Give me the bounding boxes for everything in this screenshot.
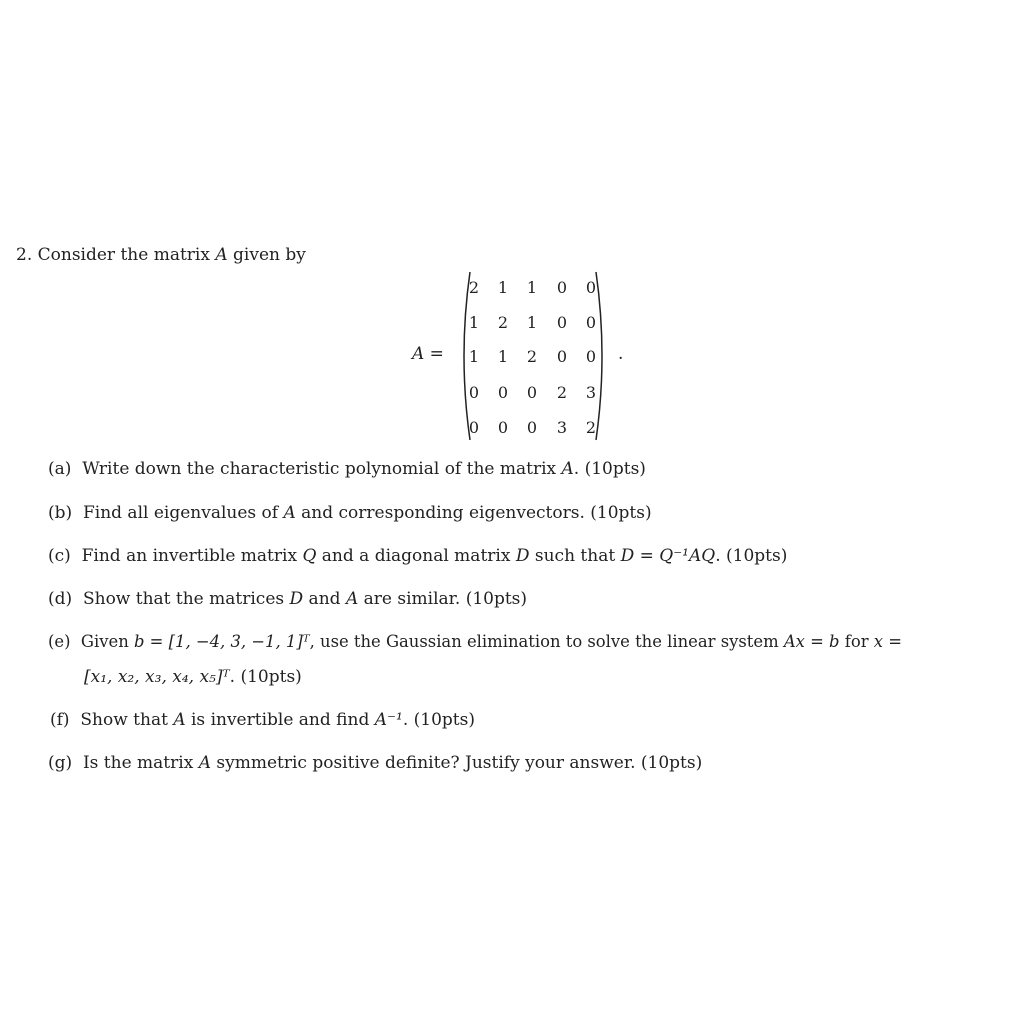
part-text: such that [529, 546, 621, 566]
matrix-cell: 0 [526, 383, 538, 402]
part-label: (c) [48, 546, 71, 566]
matrix-cell: 3 [556, 418, 568, 437]
part-text: Show that [80, 710, 174, 730]
math-var: D [515, 546, 530, 566]
matrix-cell: 2 [556, 383, 568, 402]
matrix-cell: 0 [585, 313, 597, 332]
part-text: Find an invertible matrix [81, 546, 303, 566]
part-text: Is the matrix [82, 753, 199, 773]
part-text: . (10pts) [715, 546, 788, 566]
matrix-cell: 2 [497, 313, 509, 332]
matrix-A [458, 268, 608, 444]
matrix-cell: 1 [497, 347, 509, 366]
matrix-cell: 1 [526, 313, 538, 332]
part-label: (e) [48, 632, 71, 651]
part-c [48, 546, 787, 566]
matrix-cell: 1 [468, 347, 480, 366]
part-text: symmetric positive definite? Justify your answer. (10pts) [210, 753, 703, 773]
math-equation: [x₁, x₂, x₃, x₄, x₅]ᵀ [84, 667, 230, 687]
part-text: for [839, 632, 874, 651]
problem-number: 2. [16, 245, 33, 265]
part-text: . (10pts) [402, 710, 475, 730]
part-b [48, 503, 652, 523]
math-equation: x = [873, 632, 902, 651]
matrix-end-punct: . [618, 344, 624, 364]
part-label: (a) [48, 459, 72, 479]
matrix-cell: 0 [556, 278, 568, 297]
math-var: A [173, 710, 186, 730]
math-var: A [198, 753, 211, 773]
part-text: Show that the matrices [82, 589, 290, 609]
matrix-cell: 2 [526, 347, 538, 366]
part-a [48, 459, 646, 479]
part-text: Find all eigenvalues of [82, 503, 284, 523]
part-text: . (10pts) [573, 459, 646, 479]
matrix-cell: 0 [497, 418, 509, 437]
part-label: (d) [48, 589, 73, 609]
matrix-cell: 0 [585, 347, 597, 366]
matrix-cell: 0 [556, 313, 568, 332]
part-g [48, 753, 702, 773]
math-var: A [345, 589, 359, 609]
math-var: Q [302, 546, 317, 566]
problem-intro-text: Consider the matrix [37, 245, 216, 265]
matrix-cell: 1 [497, 278, 509, 297]
part-text: are similar. (10pts) [358, 589, 528, 609]
matrix-cell: 0 [526, 418, 538, 437]
part-label: (g) [48, 753, 73, 773]
matrix-cell: 0 [585, 278, 597, 297]
matrix-cell: 0 [468, 383, 480, 402]
part-label: (b) [48, 503, 73, 523]
math-var: A [283, 503, 296, 523]
matrix-cell: 1 [526, 278, 538, 297]
part-text: and [303, 589, 346, 609]
math-var: D [289, 589, 304, 609]
matrix-cell: 0 [497, 383, 509, 402]
matrix-variable: A [215, 245, 228, 265]
math-equation: A⁻¹ [374, 710, 403, 730]
math-equation: b = [1, −4, 3, −1, 1]ᵀ [133, 632, 310, 651]
part-e [48, 632, 902, 651]
math-equation: Ax = b [783, 632, 840, 651]
matrix-cell: 0 [556, 347, 568, 366]
problem-intro [16, 245, 306, 265]
part-text: . (10pts) [229, 667, 302, 687]
matrix-cell: 1 [468, 313, 480, 332]
part-text: Given [80, 632, 134, 651]
part-text: is invertible and find [185, 710, 375, 730]
part-d [48, 589, 527, 609]
matrix-lhs: A = [412, 344, 444, 364]
part-label: (f) [50, 710, 70, 730]
part-text: and a diagonal matrix [316, 546, 516, 566]
part-text: , use the Gaussian elimination to solve the linear system [309, 632, 784, 651]
part-text: and corresponding eigenvectors. (10pts) [295, 503, 652, 523]
part-text: Write down the characteristic polynomial of the matrix [82, 459, 562, 479]
problem-intro-text-end: given by [227, 245, 306, 265]
math-equation: D = Q⁻¹AQ [620, 546, 716, 566]
part-e-line2 [84, 667, 302, 687]
matrix-cell: 2 [585, 418, 597, 437]
part-f [50, 710, 475, 730]
matrix-cell: 0 [468, 418, 480, 437]
matrix-cell: 2 [468, 278, 480, 297]
math-var: A [561, 459, 574, 479]
matrix-cell: 3 [585, 383, 597, 402]
